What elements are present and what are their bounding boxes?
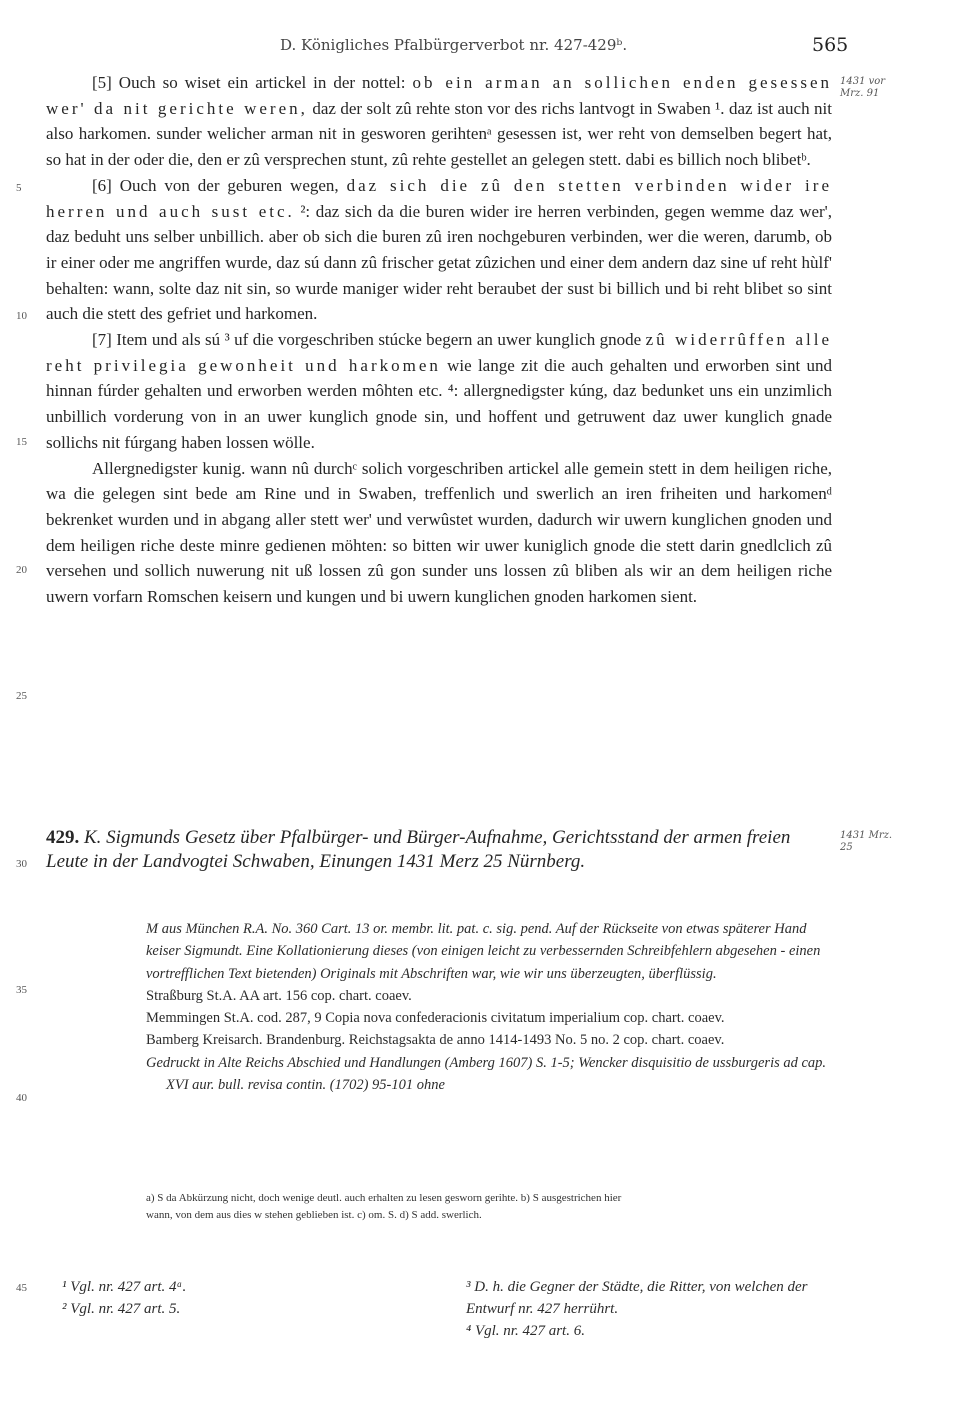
paragraph-5 [46, 70, 832, 173]
source-entry: Straßburg St.A. AA art. 156 cop. chart. coaev. [146, 987, 412, 1004]
paragraph-6 [46, 173, 832, 327]
paragraph-7-quote: zû widerrûffen alle reht privilegia gewonheit und harkomen [46, 330, 832, 375]
line-number: 15 [16, 436, 27, 448]
source-entry: Memmingen St.A. cod. 287, 9 Copia nova confederacionis civitatum imperialium cop. chart. coaev. [146, 1010, 725, 1027]
paragraph-7 [46, 327, 832, 456]
paragraph-5-lead: [5] Ouch so wiset ein artickel in der nottel: [92, 73, 413, 92]
paragraph-5-quote: ob ein arman an sollichen enden gesessen wer' da nit gerichte weren, [46, 73, 832, 118]
apparatus-line: a) S da Abkürzung nicht, doch wenige deutl. auch erhalten zu lesen gesworn gerihte. b) S ausgestrichen hier [146, 1192, 622, 1204]
line-number: 30 [16, 858, 27, 870]
line-number: 10 [16, 310, 27, 322]
margin-note-date-top: 1431 vor Mrz. 91 [840, 76, 886, 99]
source-entry: Bamberg Kreisarch. Brandenburg. Reichstagsakta de anno 1414-1493 No. 5 no. 2 cop. chart. coaev. [146, 1032, 725, 1049]
footnotes-right-column [466, 1276, 846, 1342]
source-list [146, 918, 830, 1096]
apparatus-line: wann, von dem aus dies w stehen geblieben ist. c) om. S. d) S add. swerlich. [146, 1209, 482, 1221]
paragraph-6-text: ²: daz sich da die buren wider ire herren verbinden, gegen wemme daz wer', daz beduht uns selber unbillich. aber ob sich die buren zû iren nochgeburen verbinden, wer die weren, darumb, ob ir einer oder me angriffen wurde, daz sú dann zû frischer getat zûzichen und einer dem andern daz sine uf reht hùlf' behalten: wann, solte daz nit sin, so wurde maniger wider reht beraubet der sust bi billich und bi reht blibet so sint auch die stett des gefriet und harkomen. [46, 201, 832, 324]
source-entry: Gedruckt in Alte Reichs Abschied und Handlungen (Amberg 1607) S. 1-5; Wencker disquisitio de ussburgeris ad cap. XVI aur. bull. revisa contin. (1702) 95-101 ohne [146, 1054, 827, 1094]
document-number: 429. [46, 827, 80, 848]
critical-apparatus [146, 1190, 836, 1224]
footnotes-left-column [62, 1276, 422, 1320]
paragraph-6-quote: daz sich die zû den stetten verbinden wider ire herren und auch sust etc. [46, 175, 832, 221]
margin-note-date-429: 1431 Mrz. 25 [840, 830, 893, 853]
line-number: 5 [16, 182, 22, 194]
page-number: 565 [812, 34, 849, 56]
source-entry: M aus München R.A. No. 360 Cart. 13 or. membr. lit. pat. c. sig. pend. Auf der Rückseite von etwas späterer Hand keiser Sigmundt. Eine Kollationierung dieses (von einigen leicht zu verbessernden Schreibfehlern abgesehen - einen vortrefflichen Text bietenden) Originals mit Abschriften war, wie wir uns überzeugten, überflüssig. [146, 921, 821, 982]
line-number: 40 [16, 1092, 27, 1104]
document-title: K. Sigmunds Gesetz über Pfalbürger- und Bürger-Aufnahme, Gerichtsstand der armen freien Leute in der Landvogtei Schwaben, Einungen 1431 Merz 25 Nürnberg. [46, 827, 791, 872]
footnote-2: ² Vgl. nr. 427 art. 5. [62, 1301, 181, 1317]
document-heading [46, 826, 832, 874]
line-number: 45 [16, 1282, 27, 1294]
paragraph-7-lead: [7] Item und als sú ³ uf die vorgeschriben stúcke begern an uwer kunglich gnode [92, 330, 646, 350]
main-text [46, 70, 832, 610]
running-head: D. Königliches Pfalbürgerverbot nr. 427-429ᵇ. [280, 36, 628, 54]
paragraph-8: Allergnedigster kunig. wann nû durchᶜ solich vorgeschriben artickel alle gemein stett in dem heiligen riche, wa die gelegen sint bede am Rine und in Swaben, treffenlich und swerlich an iren friheiten und harkomenᵈ bekrenket wurden und in abgang aller stett wer' und verwûstet wurden, dadurch wir uwern kunglichen gnoden und dem heiligen riche deste minre gedienen möhten: so bitten wir uwer kuniglich gnode die stett darin gnedlclich zû versehen und sollich nuwerung nit uß lossen zû gon sunder uns lossen zû bliben als wir an dem heiligen riche uwern vorfarn Romschen keisern und kungen und bi uwern kunglichen gnoden harkomen sient. [46, 458, 832, 607]
line-number: 25 [16, 690, 27, 702]
page-header [0, 36, 960, 58]
paragraph-7-text: wie lange zit die auch gehalten und erworben sint und hinnan fúrder gehalten und erworben werden môhten etc. ⁴: allergnedigster kúng, daz bedunket uns ein unzimlich unbillich vorderung von in an uwer kunglich gnode sin, und hoffent und getruwent daz uwer kunglich gnade sollichs nit fúrgang haben lossen wölle. [46, 355, 832, 452]
footnote-3: ³ D. h. die Gegner der Städte, die Ritter, von welchen der Entwurf nr. 427 herrührt. [466, 1279, 808, 1317]
paragraph-5-text: daz der solt zû rehte ston vor des richs lantvogt in Swaben ¹. daz ist auch nit also harkomen. sunder welicher arman nit in gesworen gerihtenᵃ gesessen ist, wer reht von demselben begert hat, so hat in der oder die, den er zû versprechen stunt, zû rehte gestellet an gelegen stett. dabi es billich noch blibetᵇ. [46, 98, 833, 170]
footnote-1: ¹ Vgl. nr. 427 art. 4ᵃ. [62, 1279, 187, 1295]
line-number: 20 [16, 564, 27, 576]
line-number: 35 [16, 984, 27, 996]
footnote-4: ⁴ Vgl. nr. 427 art. 6. [466, 1323, 585, 1339]
paragraph-6-lead: [6] Ouch von der geburen wegen, [92, 175, 347, 195]
